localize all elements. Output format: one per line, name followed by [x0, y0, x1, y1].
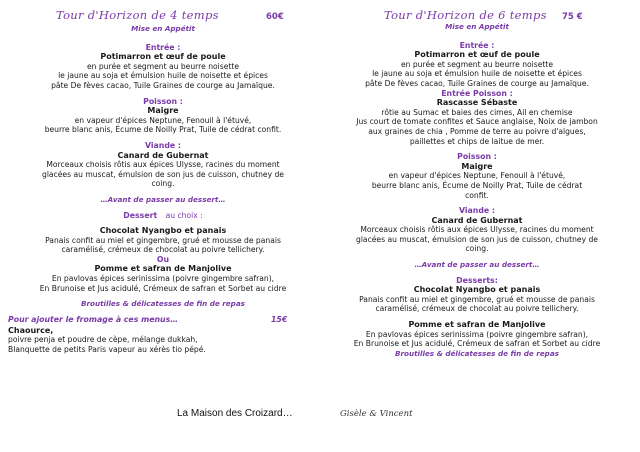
fromage-line: poivre penja et poudre de cèpe, mélange dukkah, [8, 335, 198, 345]
broutilles: Broutilles & délicatesses de fin de repas [395, 348, 559, 358]
entree-dish: Potimarron et œuf de poule [414, 50, 540, 60]
viande-dish: Canard de Gubernat [117, 150, 209, 160]
avant-dessert: …Avant de passer au dessert… [100, 194, 226, 204]
fromage-price: 15€ [271, 314, 288, 324]
menu-6-temps [322, 0, 632, 358]
poisson-label: Poisson : [143, 96, 183, 106]
poisson-dish: Maigre [461, 161, 493, 171]
poisson-dish: Maigre [147, 106, 179, 116]
dessert2-dish: Pomme et safran de Manjolive [408, 320, 546, 330]
poisson-line: beurre blanc anis, Écume de Noilly Prat, Tuile de cédrat [371, 180, 583, 190]
entree-line: pâte De fèves cacao, Tuile Graines de courge au Jamaïque. [365, 78, 589, 88]
dessert-choix: au choix : [165, 210, 203, 220]
entree-line: en purée et segment au beurre noisette [86, 61, 240, 71]
broutilles: Broutilles & délicatesses de fin de repas [81, 299, 245, 309]
viande-line: glacées au muscat, émulsion de son jus de cuisson, chutney de [42, 169, 284, 179]
entree-label: Entrée : [145, 42, 181, 52]
dessert-heading [8, 211, 318, 221]
ou-separator: Ou [156, 254, 170, 264]
mise-en-appetit: Mise en Appétit [131, 24, 195, 33]
menu-header [322, 0, 632, 26]
dessert1-line: caramélisé, crémeux de chocolat au poivre tellichery. [375, 304, 579, 314]
restaurant-name: La Maison des Croizard… [177, 408, 293, 419]
menu-price: 75 € [562, 12, 583, 22]
viande-line: glacées au muscat, émulsion de son jus de cuisson, chutney de [356, 234, 598, 244]
dessert2-dish: Pomme et safran de Manjolive [94, 264, 232, 274]
fromage-line: Blanquette de petits Paris vapeur au xérès tio pépé. [8, 345, 206, 355]
dessert1-dish: Chocolat Nyangbo et panais [413, 285, 541, 295]
fromage-name: Chaource, [8, 325, 54, 335]
poisson-line: confit. [465, 190, 489, 200]
poisson-line: beurre blanc anis, Écume de Noilly Prat, Tuile de cédrat confit. [44, 125, 282, 135]
dessert-label: Dessert [123, 210, 158, 220]
viande-label: Viande : [458, 206, 496, 216]
dessert1-line: caramélisé, crémeux de chocolat au poivre tellichery. [61, 245, 265, 255]
entree-line: en purée et segment au beurre noisette [400, 59, 554, 69]
viande-dish: Canard de Gubernat [431, 215, 523, 225]
menu-price: 60€ [266, 12, 284, 22]
dessert2-line: En Brunoise et Jus acidulé, Crémeux de safran et Sorbet au cidre [39, 283, 287, 293]
poisson-line: en vapeur d'épices Neptune, Fenouil à l'étuvé, [74, 115, 252, 125]
entree-dish: Potimarron et œuf de poule [100, 52, 226, 62]
menu-4-temps [8, 0, 318, 355]
dessert1-dish: Chocolat Nyangbo et panais [99, 226, 227, 236]
viande-line: coing. [151, 179, 175, 189]
menu-header [8, 0, 318, 28]
avant-dessert: …Avant de passer au dessert… [414, 260, 540, 270]
fromage-header [8, 315, 318, 326]
entree-line: le jaune au soja et émulsion huile de noisette et épices [58, 71, 268, 81]
entree-label: Entrée : [459, 40, 495, 50]
entree-line: le jaune au soja et émulsion huile de noisette et épices [372, 69, 582, 79]
viande-line: Morceaux choisis rôtis aux épices Ulysse, racines du moment [360, 225, 594, 235]
menu-title: Tour d'Horizon de 6 temps [384, 8, 547, 22]
viande-line: Morceaux choisis rôtis aux épices Ulysse, racines du moment [46, 160, 280, 170]
viande-label: Viande : [144, 140, 182, 150]
dessert2-line: En pavlovas épices serinissima (poivre gingembre safran), [51, 274, 275, 284]
entree-poisson-line: paillettes et chips de laitue de mer. [409, 136, 545, 146]
mise-en-appetit: Mise en Appétit [445, 22, 509, 31]
entree-poisson-line: rôtie au Sumac et baies des cimes, Ail en chemise [381, 107, 573, 117]
dessert1-line: Panais confit au miel et gingembre, grué et mousse de panais [359, 294, 595, 304]
dessert1-line: Panais confit au miel et gingembre, grué et mousse de panais [45, 235, 281, 245]
entree-poisson-line: aux graines de chia , Pomme de terre au poivre d'algues, [368, 126, 586, 136]
poisson-line: en vapeur d'épices Neptune, Fenouil à l'étuvé, [388, 171, 566, 181]
poisson-label: Poisson : [457, 152, 497, 162]
dessert2-line: En pavlovas épices serinissima (poivre gingembre safran), [365, 329, 589, 339]
fromage-title: Pour ajouter le fromage à ces menus… [8, 314, 179, 324]
entree-line: pâte De fèves cacao, Tuile Graines de courge au Jamaïque. [51, 80, 275, 90]
entree-poisson-line: Jus court de tomate confites et Sauce anglaise, Noix de jambon [356, 117, 598, 127]
desserts-label: Desserts: [456, 275, 498, 285]
dessert2-line: En Brunoise et Jus acidulé, Crémeux de safran et Sorbet au cidre [353, 339, 601, 349]
menu-title: Tour d'Horizon de 4 temps [56, 8, 219, 22]
viande-line: coing. [465, 244, 489, 254]
chef-signature: Gisèle & Vincent [340, 409, 413, 419]
entree-poisson-label: Entrée Poisson : [441, 88, 513, 98]
entree-poisson-dish: Rascasse Sébaste [436, 98, 518, 108]
